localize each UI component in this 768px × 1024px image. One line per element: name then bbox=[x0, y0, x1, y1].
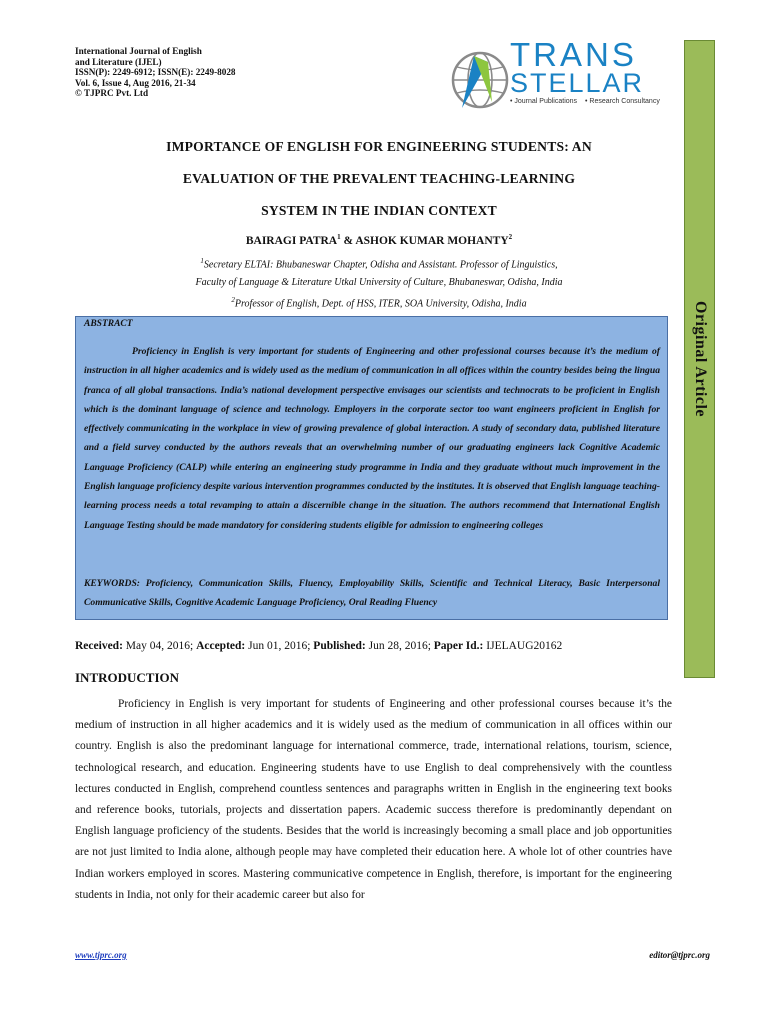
abstract-keywords: KEYWORDS: Proficiency, Communication Skills, Fluency, Employability Skills, Scientific and Technical Literacy, Basic Interpersonal Communicative Skills, Cognitive Academic Language Proficiency, Oral Reading Fluency bbox=[84, 578, 660, 609]
affiliation-1-text: Secretary ELTAI: Bhubaneswar Chapter, Odisha and Assistant. Professor of Linguistics, bbox=[203, 259, 558, 271]
article-type-label: Original Article bbox=[691, 301, 709, 417]
affiliation-1-sup: 1 bbox=[200, 257, 204, 265]
author-2: ASHOK KUMAR MOHANTY bbox=[355, 234, 509, 247]
logo-tagline-journal: • Journal Publications bbox=[510, 98, 578, 105]
received-date: May 04, 2016; bbox=[122, 640, 197, 652]
article-type-bar bbox=[684, 40, 715, 678]
abstract-box bbox=[75, 316, 668, 620]
published-date: Jun 28, 2016; bbox=[365, 640, 434, 652]
footer-website-link[interactable]: www.tjprc.org bbox=[75, 950, 127, 960]
logo-tagline-research: • Research Consultancy bbox=[585, 98, 660, 105]
accepted-label: Accepted: bbox=[196, 640, 246, 652]
abstract-heading: ABSTRACT bbox=[84, 319, 133, 329]
published-label: Published: bbox=[313, 640, 366, 652]
abstract-text: Proficiency in English is very important for students of Engineering and other professional courses because it’s the medium of instruction in all higher academics and is widely used as the medium of communication in all offices within the country besides being the lingua franca of all global transactions. India’s national development perspective envisages our scientists and technocrats to be proficient in English which is the dominant language of science and technology. Employers in the corporate sector too want engineers proficient in English for effectively communicating in the workplace in view of growing prevalence of global interaction. A study of secondary data, published literature and a field survey conducted by the authors reveals that an overwhelming number of our graduating engineers lack Cognitive Academic Language Proficiency (CALP) while entering an engineering study programme in India and they graduate without much improvement in the English language proficiency despite various intervention programmes conducted by the institutes. It is observed that English language teaching-learning process needs a total revamping to attain a discernible change in the situation. The authors recommend that International English Language Testing should be made mandatory for considering students eligible for admission to engineering colleges bbox=[84, 346, 660, 531]
received-label: Received: bbox=[75, 640, 123, 652]
transstellar-logo bbox=[448, 38, 672, 118]
journal-issn: ISSN(P): 2249-6912; ISSN(E): 2249-8028 bbox=[75, 67, 236, 78]
journal-name-line1: International Journal of English bbox=[75, 46, 202, 56]
intro-heading: INTRODUCTION bbox=[75, 670, 180, 685]
paper-id-label: Paper Id.: bbox=[433, 640, 484, 652]
title-line-1: IMPORTANCE OF ENGLISH FOR ENGINEERING STUDENTS: AN bbox=[166, 139, 592, 154]
footer-email: editor@tjprc.org bbox=[649, 950, 710, 960]
author-2-sup: 2 bbox=[508, 233, 513, 241]
intro-text: Proficiency in English is very important for students of Engineering and other professional courses because it’s the medium of instruction in all higher academics and it is widely used as the medium of communication in all offices within our country. English is also the predominant language for international commerce, trade, international relations, tourism, science, technological research, and education. Engineering students have to use English to deal comprehensively with the countless lectures conducted in English, comprehend countless sentences and paragraphs written in English in the engineering text books and reference books, tutorials, projects and dissertation papers. Academic success therefore is predominantly dependant on English language proficiency of the students. Besides that the world is increasingly becoming a small place and job opportunities are not just limited to India alone, although people may have completed their education here. A whole lot of other countries have Indian workers employed in scores. Mastering communicative competence in English, therefore, is important for the engineering students in India, not only for their academic career but also for bbox=[75, 698, 672, 901]
journal-name-line2: and Literature (IJEL) bbox=[75, 56, 162, 67]
affiliation-2 bbox=[75, 296, 683, 309]
author-1-sup: 1 bbox=[337, 233, 341, 241]
logo-word-trans: TRANS bbox=[510, 36, 637, 73]
author-1: BAIRAGI PATRA bbox=[245, 234, 338, 247]
affiliation-1-line2: Faculty of Language & Literature Utkal University of Culture, Bhubaneswar, Odisha, India bbox=[195, 277, 563, 288]
affiliation-2-sup: 2 bbox=[231, 296, 235, 304]
journal-copyright: © TJPRC Pvt. Ltd bbox=[75, 88, 149, 99]
authors bbox=[75, 233, 683, 247]
journal-volume: Vol. 6, Issue 4, Aug 2016, 21-34 bbox=[75, 77, 196, 88]
paper-id: IJELAUG20162 bbox=[483, 640, 563, 652]
affiliation-1-line1 bbox=[75, 257, 683, 270]
title-line-2: EVALUATION OF THE PREVALENT TEACHING-LEARNING bbox=[182, 171, 576, 186]
author-connector: & bbox=[340, 234, 356, 247]
affiliation-2-text: Professor of English, Dept. of HSS, ITER, SOA University, Odisha, India bbox=[234, 298, 527, 310]
accepted-date: Jun 01, 2016; bbox=[245, 640, 314, 652]
logo-word-stellar: STELLAR bbox=[510, 68, 645, 98]
title-line-3: SYSTEM IN THE INDIAN CONTEXT bbox=[261, 203, 497, 218]
journal-header bbox=[75, 46, 236, 99]
publication-dates bbox=[75, 640, 562, 652]
